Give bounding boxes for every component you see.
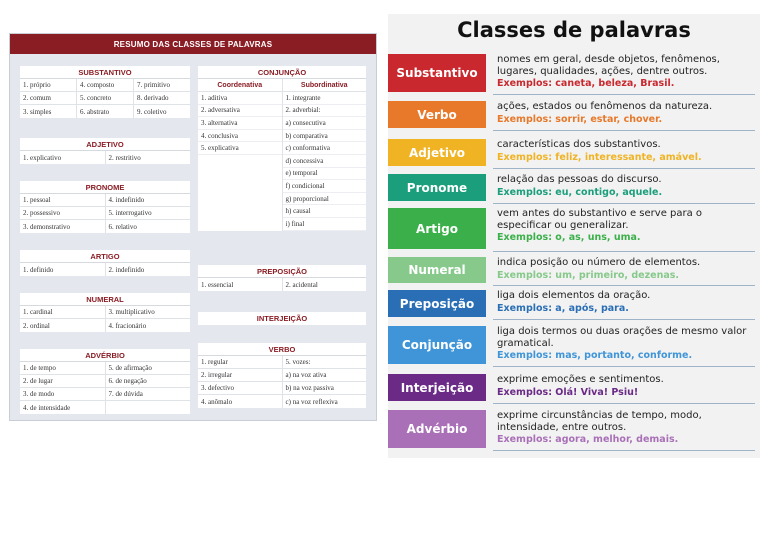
list-item: 2. adversativa bbox=[198, 105, 282, 118]
box-title: SUBSTANTIVO bbox=[20, 66, 190, 79]
table-cell: 7. primitivo bbox=[137, 81, 171, 89]
class-label: Interjeição bbox=[388, 374, 486, 401]
table-row bbox=[20, 92, 190, 105]
table-row bbox=[20, 207, 190, 220]
class-row bbox=[388, 374, 760, 401]
description-text: ações, estados ou fenômenos da natureza. bbox=[497, 101, 713, 112]
list-item: 2. adverbial: bbox=[283, 105, 367, 118]
class-description bbox=[497, 410, 755, 446]
table-cell: 4. fracionário bbox=[108, 321, 147, 330]
example-text: Exemplos: um, primeiro, dezenas. bbox=[497, 269, 680, 281]
example-text: Exemplos: feliz, interessante, amável. bbox=[497, 151, 702, 163]
table-row bbox=[198, 395, 366, 408]
table-cell: 1. próprio bbox=[20, 79, 77, 91]
artigo-box bbox=[20, 250, 190, 276]
class-label: Pronome bbox=[388, 174, 486, 201]
box-title: INTERJEIÇÃO bbox=[256, 314, 308, 323]
example-text: Exemplos: sorrir, estar, chover. bbox=[497, 113, 663, 125]
list-item: g) proporcional bbox=[283, 193, 367, 206]
box-title: CONJUNÇÃO bbox=[198, 66, 366, 79]
table-cell: 2. comum bbox=[20, 92, 77, 104]
adjetivo-box bbox=[20, 138, 190, 164]
box-title: NUMERAL bbox=[20, 293, 190, 306]
table-cell: 2. irregular bbox=[198, 369, 283, 381]
table-cell: 5. concreto bbox=[77, 92, 134, 104]
table-cell: 1. essencial bbox=[198, 278, 283, 291]
list-item: h) causal bbox=[283, 205, 367, 218]
row-divider bbox=[493, 130, 755, 131]
table-cell: 4. composto bbox=[77, 79, 134, 91]
verbo-box bbox=[198, 343, 366, 408]
row-divider bbox=[493, 168, 755, 169]
box-title: ARTIGO bbox=[20, 250, 190, 263]
table-cell bbox=[106, 401, 191, 414]
table-cell: 1. pessoal bbox=[20, 194, 106, 206]
class-description bbox=[497, 174, 755, 198]
description-text: liga dois elementos da oração. bbox=[497, 290, 651, 301]
class-row bbox=[388, 208, 760, 249]
table-row bbox=[20, 319, 190, 332]
description-text: vem antes do substantivo e serve para o especificar ou generalizar. bbox=[497, 208, 703, 231]
class-label: Advérbio bbox=[388, 410, 486, 448]
box-title: PRONOME bbox=[20, 181, 190, 194]
table-row bbox=[20, 263, 190, 276]
box-title: ADJETIVO bbox=[20, 138, 190, 151]
class-description bbox=[497, 326, 755, 362]
class-label: Preposição bbox=[388, 290, 486, 317]
table-cell: 6. abstrato bbox=[77, 105, 134, 118]
table-cell: 3. demonstrativo bbox=[20, 220, 106, 233]
list-item: 3. alternativa bbox=[198, 117, 282, 130]
table-cell: 5. de afirmação bbox=[108, 364, 152, 372]
description-text: indica posição ou número de elementos. bbox=[497, 257, 701, 268]
row-divider bbox=[493, 319, 755, 320]
list-item: 1. integrante bbox=[283, 92, 367, 105]
class-description bbox=[497, 208, 755, 244]
classes-infographic bbox=[388, 14, 760, 458]
table-row bbox=[20, 105, 190, 118]
example-text: Exemplos: caneta, beleza, Brasil. bbox=[497, 78, 675, 89]
list-item: i) final bbox=[283, 218, 367, 231]
class-row bbox=[388, 54, 760, 92]
table-cell: 2. restritivo bbox=[108, 153, 141, 162]
pronome-box bbox=[20, 181, 190, 233]
table-cell: 1. cardinal bbox=[20, 306, 106, 318]
class-description bbox=[497, 139, 755, 163]
table-row bbox=[198, 369, 366, 382]
preposicao-box bbox=[198, 265, 366, 291]
table-cell: c) na voz reflexiva bbox=[285, 397, 338, 406]
list-item: 4. conclusiva bbox=[198, 130, 282, 143]
table-cell: 5. vozes: bbox=[285, 358, 311, 366]
table-cell: 2. acidental bbox=[285, 280, 318, 289]
class-label: Verbo bbox=[388, 101, 486, 128]
conjuncao-box bbox=[198, 66, 366, 231]
class-row bbox=[388, 410, 760, 448]
class-description bbox=[497, 54, 755, 90]
description-text: exprime circunstâncias de tempo, modo, intensidade, entre outros. bbox=[497, 410, 702, 433]
example-text: Exemplos: a, após, para. bbox=[497, 302, 629, 314]
row-divider bbox=[493, 251, 755, 252]
list-item: c) conformativa bbox=[283, 142, 367, 155]
table-cell: 7. de dúvida bbox=[108, 390, 143, 398]
class-row bbox=[388, 326, 760, 364]
table-row bbox=[20, 362, 190, 375]
table-row bbox=[20, 306, 190, 319]
table-row bbox=[20, 375, 190, 388]
class-label: Numeral bbox=[388, 257, 486, 283]
example-text: Exemplos: eu, contigo, aquele. bbox=[497, 186, 663, 198]
example-text: Exemplos: mas, portanto, conforme. bbox=[497, 350, 693, 361]
row-divider bbox=[493, 450, 755, 451]
table-row bbox=[198, 356, 366, 369]
table-cell: 5. interrogativo bbox=[108, 209, 152, 217]
adverbio-box bbox=[20, 349, 190, 414]
table-cell: 4. de intensidade bbox=[20, 401, 106, 414]
list-item: e) temporal bbox=[283, 168, 367, 181]
list-item: a) consecutiva bbox=[283, 117, 367, 130]
table-row bbox=[198, 382, 366, 395]
table-cell: b) na voz passiva bbox=[285, 384, 334, 392]
summary-panel bbox=[9, 33, 377, 421]
table-row bbox=[20, 151, 190, 164]
column-header: Subordinativa bbox=[283, 79, 367, 92]
example-text: Exemplos: agora, melhor, demais. bbox=[497, 434, 679, 445]
table-cell: 6. relativo bbox=[108, 222, 137, 231]
table-cell: 1. de tempo bbox=[20, 362, 106, 374]
description-text: nomes em geral, desde objetos, fenômenos, lugares, qualidades, ações, dentre outros. bbox=[497, 54, 720, 77]
table-cell: 2. de lugar bbox=[20, 375, 106, 387]
row-divider bbox=[493, 285, 755, 286]
class-label: Conjunção bbox=[388, 326, 486, 364]
row-divider bbox=[493, 203, 755, 204]
table-cell: 2. possessivo bbox=[20, 207, 106, 219]
interjeicao-box bbox=[198, 312, 366, 325]
table-row bbox=[20, 79, 190, 92]
class-description bbox=[497, 101, 755, 125]
table-row bbox=[20, 194, 190, 207]
column-header: Coordenativa bbox=[198, 79, 282, 92]
description-text: características dos substantivos. bbox=[497, 139, 661, 150]
table-cell: 1. explicativo bbox=[20, 151, 106, 164]
class-row bbox=[388, 139, 760, 166]
table-cell: 3. simples bbox=[20, 105, 77, 118]
table-cell: 1. definido bbox=[20, 263, 106, 276]
class-description bbox=[497, 257, 755, 281]
box-title: ADVÉRBIO bbox=[20, 349, 190, 362]
example-text: Exemplos: o, as, uns, uma. bbox=[497, 232, 641, 243]
table-cell: 4. indefinido bbox=[108, 196, 145, 204]
class-description bbox=[497, 290, 755, 314]
table-cell: 3. defectivo bbox=[198, 382, 283, 394]
list-item: b) comparativa bbox=[283, 130, 367, 143]
table-cell: 8. derivado bbox=[137, 94, 169, 102]
summary-title: RESUMO DAS CLASSES DE PALAVRAS bbox=[10, 34, 376, 54]
box-title: VERBO bbox=[198, 343, 366, 356]
list-item: 1. aditiva bbox=[198, 92, 282, 105]
example-text: Exemplos: Olá! Viva! Psiu! bbox=[497, 386, 639, 398]
class-row bbox=[388, 101, 760, 128]
table-cell: a) na voz ativa bbox=[285, 371, 327, 379]
list-item: 5. explicativa bbox=[198, 142, 282, 155]
table-row bbox=[198, 278, 366, 291]
table-cell: 2. indefinido bbox=[108, 265, 145, 274]
table-row bbox=[20, 401, 190, 414]
class-row bbox=[388, 290, 760, 317]
class-row bbox=[388, 257, 760, 283]
class-label: Adjetivo bbox=[388, 139, 486, 166]
infographic-title: Classes de palavras bbox=[457, 18, 691, 42]
description-text: exprime emoções e sentimentos. bbox=[497, 374, 664, 385]
class-label: Artigo bbox=[388, 208, 486, 249]
substantivo-box bbox=[20, 66, 190, 118]
class-row bbox=[388, 174, 760, 201]
numeral-box bbox=[20, 293, 190, 332]
row-divider bbox=[493, 94, 755, 95]
table-cell: 2. ordinal bbox=[20, 319, 106, 332]
table-row bbox=[20, 220, 190, 233]
table-cell: 6. de negação bbox=[108, 377, 147, 385]
table-cell: 1. regular bbox=[198, 356, 283, 368]
description-text: relação das pessoas do discurso. bbox=[497, 174, 662, 185]
table-cell: 3. multiplicativo bbox=[108, 308, 155, 316]
coordenativa-column bbox=[198, 79, 283, 231]
list-item: f) condicional bbox=[283, 180, 367, 193]
table-row bbox=[20, 388, 190, 401]
subordinativa-column bbox=[283, 79, 367, 231]
description-text: liga dois termos ou duas orações de mesmo valor gramatical. bbox=[497, 326, 747, 349]
table-cell: 3. de modo bbox=[20, 388, 106, 400]
class-description bbox=[497, 374, 755, 398]
class-label: Substantivo bbox=[388, 54, 486, 92]
table-cell: 9. coletivo bbox=[137, 107, 167, 116]
row-divider bbox=[493, 366, 755, 367]
table-cell: 4. anômalo bbox=[198, 395, 283, 408]
box-title: PREPOSIÇÃO bbox=[198, 265, 366, 278]
row-divider bbox=[493, 403, 755, 404]
list-item: d) concessiva bbox=[283, 155, 367, 168]
